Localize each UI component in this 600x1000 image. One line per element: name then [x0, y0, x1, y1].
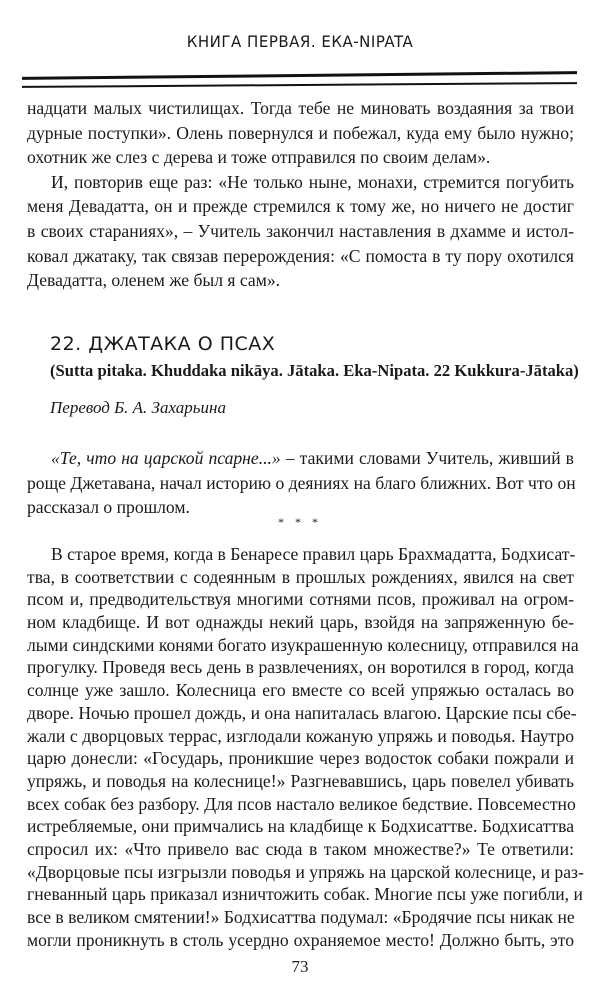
- chapter-title: 22. ДЖАТАКА О ПСАХ: [50, 333, 276, 355]
- text-line: все в великом смятении!» Бодхисаттва подумал: «Бродячие псы никак не: [27, 907, 575, 927]
- header-rule: [22, 71, 577, 80]
- text-line: рассказал о прошлом.: [27, 497, 190, 518]
- text-line: В старое время, когда в Бенаресе правил царь Брахмадатта, Бодхисат-: [51, 544, 576, 564]
- text-line: надцати малых чистилищах. Тогда тебе не миновать воздаяния за твои: [27, 98, 574, 118]
- text-line: спросил их: «Что привело вас сюда в таком множестве?» Те ответили:: [27, 838, 574, 859]
- text-line: в своих стараниях», – Учитель закончил наставления в дхамме и истол-: [27, 220, 574, 241]
- page-number: 73: [291, 957, 309, 976]
- intro-quote: «Те, что на царской псарне...»: [51, 448, 281, 468]
- text-line: солнце уже зашло. Колесница его вместе со всей упряжью осталась во: [27, 680, 574, 701]
- continued-text: [27, 96, 574, 293]
- text-line: роще Джетавана, начал историю о деяниях на благо ближних. Вот что он: [27, 472, 576, 493]
- text-line: И, повторив еще раз: «Не только ныне, монахи, стремится погубить: [51, 171, 574, 192]
- text-line: гневанный царь приказал изничтожить собак. Многие псы уже погибли, и: [27, 884, 583, 905]
- story-paragraph: [27, 543, 584, 951]
- text-line: дворе. Ночью прошел дождь, и она напиталась влагою. Царские псы сбе-: [27, 702, 577, 723]
- text-line: тва, в соответствии с содеянным в прошлых рождениях, явился на свет: [27, 566, 574, 587]
- intro-paragraph: [27, 446, 574, 520]
- text-line: «Дворцовые псы изгрызли поводья и упряжь на царской колеснице, и раз-: [27, 861, 584, 882]
- intro-text: – такими словами Учитель, живший в: [280, 448, 574, 468]
- text-line: Девадатта, оленем же был я сам».: [27, 270, 281, 291]
- text-line: ном кладбище. И вот однажды некий царь, взойдя на запряженную бе-: [27, 612, 574, 633]
- text-line: [27, 446, 574, 471]
- text-line: жали с дворцовых террас, изглодали кожаную упряжь и поводья. Наутро: [27, 725, 574, 746]
- header-rule: [22, 82, 577, 88]
- text-line: охотник же слез с дерева и тоже отправился по своим делам».: [27, 147, 491, 168]
- text-line: прогулку. Проведя весь день в развлечениях, он воротился в город, когда: [27, 657, 574, 678]
- section-separator: * * *: [278, 515, 322, 529]
- text-line: меня Девадатта, он и прежде стремился к тому же, но ничего не достиг: [27, 196, 574, 217]
- text-line: всех собак без разбору. Для псов настало великое бедствие. Повсеместно: [27, 793, 576, 814]
- translator-credit: Перевод Б. А. Захарьина: [50, 398, 226, 417]
- text-line: псом и, предводительствуя многими сотнями псов, проживал на огром-: [27, 589, 574, 610]
- running-header: КНИГА ПЕРВАЯ. ЕКА-NIPATA: [186, 32, 414, 52]
- text-line: царю донесли: «Государь, проникшие через водосток собаки пожрали и: [27, 748, 574, 769]
- text-line: ковал джатаку, так связав перерождения: «С помоста в ту пору охотился: [27, 245, 574, 266]
- text-line: лыми синдскими конями богато изукрашенную колесницу, отправился на: [27, 634, 579, 655]
- text-line: упряжь, и поводья на колеснице!» Разгневавшись, царь повелел убивать: [27, 770, 574, 791]
- text-line: истребляемые, они примчались на кладбище к Бодхисаттве. Бодхисаттва: [27, 816, 574, 837]
- chapter-source: (Sutta pitaka. Khuddaka nikāya. Jātaka. Eka-Nipata. 22 Kukkura-Jātaka): [50, 361, 579, 380]
- text-line: могли проникнуть в столь усердно охраняемое место! Должно быть, это: [27, 929, 574, 950]
- text-line: дурные поступки». Олень повернулся и побежал, куда ему было нужно;: [27, 122, 574, 143]
